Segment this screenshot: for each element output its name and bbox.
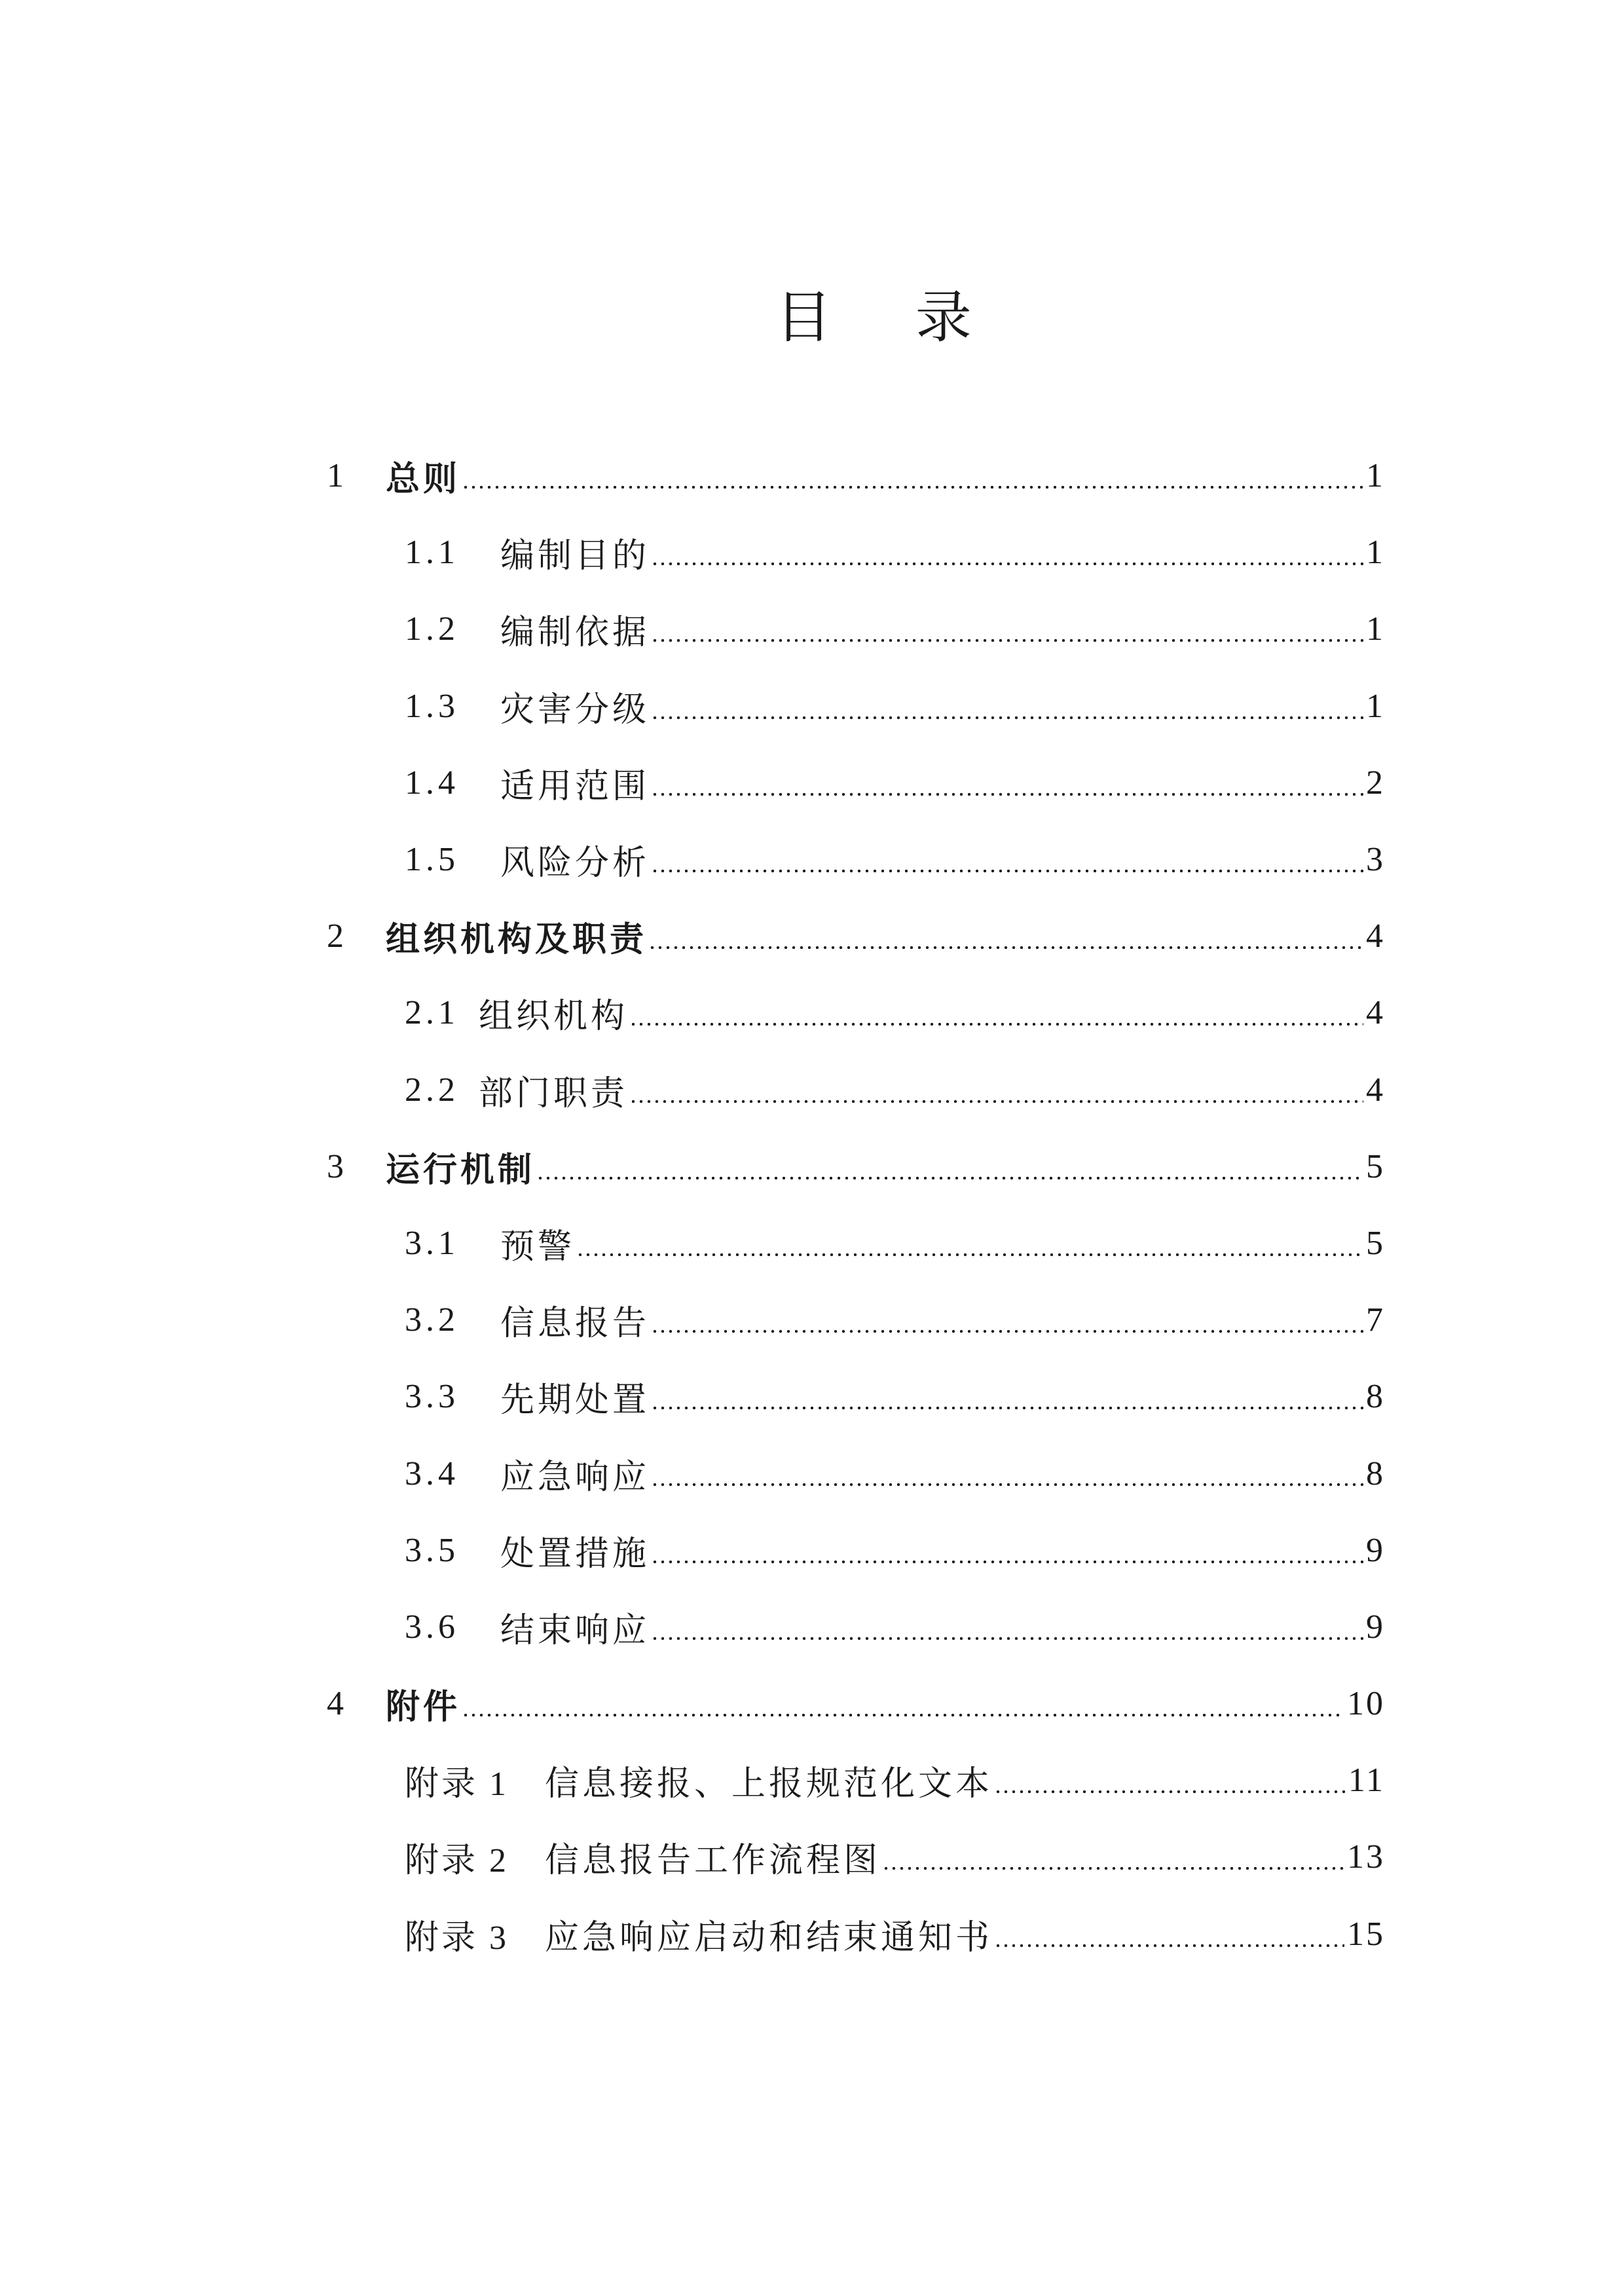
toc-entry-title: 应急响应启动和结束通知书: [545, 1919, 993, 1957]
toc-section: [405, 821, 1385, 898]
dot-leader: [651, 821, 1363, 898]
toc-chapter: [327, 1128, 1385, 1205]
toc-entry-page: 11: [1348, 1762, 1385, 1800]
toc-section: [405, 1589, 1385, 1665]
toc-entry-page: 4: [1366, 917, 1385, 955]
toc-entry-title: 灾害分级: [500, 691, 650, 729]
toc-entry-number: 3.1: [405, 1224, 459, 1262]
dot-leader: [648, 898, 1363, 974]
dot-leader: [629, 974, 1363, 1051]
toc-entry-number: 2: [327, 917, 348, 955]
dot-leader: [651, 1589, 1363, 1665]
dot-leader: [576, 1205, 1363, 1282]
toc-chapter: [327, 1665, 1385, 1742]
toc-section: [405, 591, 1385, 667]
toc-entry-title: 信息接报、上报规范化文本: [545, 1766, 993, 1804]
toc-entry-page: 7: [1366, 1301, 1385, 1339]
toc-entry-number: 1.5: [405, 841, 459, 879]
dot-leader: [651, 1435, 1363, 1511]
toc-entry-number: 1.2: [405, 610, 459, 648]
toc-entry-title: 部门职责: [479, 1075, 629, 1113]
toc-entry-number: 1.4: [405, 764, 459, 802]
toc-entry-number: 1: [327, 457, 348, 495]
toc-entry-page: 10: [1347, 1685, 1385, 1723]
toc-entry-title: 附件: [386, 1688, 461, 1728]
toc-entry-page: 9: [1366, 1608, 1385, 1646]
toc-entry-title: 运行机制: [386, 1150, 536, 1190]
toc-entry-page: 15: [1347, 1915, 1385, 1953]
toc-entry-page: 1: [1366, 534, 1385, 572]
toc-entry-number: 附录 1: [405, 1766, 509, 1804]
toc-entry-title: 结束响应: [500, 1612, 650, 1650]
toc-entry-number: 3.2: [405, 1301, 459, 1339]
dot-leader: [994, 1896, 1344, 1972]
toc-entry-title: 风险分析: [500, 845, 650, 883]
toc-section: [405, 1282, 1385, 1358]
toc-entry-page: 4: [1366, 1071, 1385, 1109]
toc-section: [405, 745, 1385, 821]
toc-entry-number: 1.3: [405, 687, 459, 725]
toc-section: [405, 514, 1385, 591]
toc-entry-title: 组织机构: [479, 998, 629, 1036]
toc-entry-number: 3.4: [405, 1454, 459, 1492]
dot-leader: [651, 514, 1363, 591]
toc-entry-title: 处置措施: [500, 1535, 650, 1573]
dot-leader: [882, 1819, 1344, 1895]
toc-section: [405, 974, 1385, 1051]
toc-entry-number: 3.5: [405, 1531, 459, 1569]
toc-entry-title: 预警: [500, 1228, 576, 1266]
toc-section: [405, 1205, 1385, 1282]
dot-leader: [651, 1358, 1363, 1435]
toc-entry-title: 信息报告: [500, 1305, 650, 1343]
toc-entry-page: 5: [1366, 1224, 1385, 1262]
toc-entry-number: 2.1: [405, 994, 459, 1032]
toc-entry-title: 适用范围: [500, 768, 650, 805]
toc-entry-page: 1: [1366, 687, 1385, 725]
toc-entry-page: 13: [1347, 1838, 1385, 1876]
dot-leader: [651, 1282, 1363, 1358]
toc-entry-page: 2: [1366, 764, 1385, 802]
toc-appendix: [405, 1896, 1385, 1972]
toc-entry-page: 4: [1366, 994, 1385, 1032]
dot-leader: [651, 745, 1363, 821]
toc-entry-page: 9: [1366, 1531, 1385, 1569]
dot-leader: [629, 1052, 1363, 1128]
toc-section: [405, 668, 1385, 745]
toc-entry-title: 编制依据: [500, 614, 650, 652]
toc-entry-page: 8: [1366, 1454, 1385, 1492]
toc-entry-number: 4: [327, 1685, 348, 1723]
toc-section: [405, 1052, 1385, 1128]
toc-section: [405, 1358, 1385, 1435]
toc-section: [405, 1435, 1385, 1511]
toc-entry-page: 5: [1366, 1147, 1385, 1185]
toc-entry-title: 应急响应: [500, 1458, 650, 1496]
toc-appendix: [405, 1742, 1385, 1819]
toc-appendix: [405, 1819, 1385, 1895]
toc-entry-number: 3.6: [405, 1608, 459, 1646]
toc-entry-number: 附录 3: [405, 1919, 509, 1957]
toc-entry-number: 2.2: [405, 1071, 459, 1109]
toc-entry-number: 3: [327, 1147, 348, 1185]
toc-entry-page: 1: [1366, 610, 1385, 648]
toc-entry-page: 1: [1366, 457, 1385, 495]
table-of-contents: [327, 437, 1385, 1972]
dot-leader: [536, 1128, 1363, 1205]
toc-entry-title: 组织机构及职责: [386, 920, 648, 960]
toc-entry-number: 3.3: [405, 1378, 459, 1416]
toc-entry-page: 8: [1366, 1378, 1385, 1416]
toc-chapter: [327, 437, 1385, 514]
toc-entry-page: 3: [1366, 841, 1385, 879]
dot-leader: [462, 1665, 1344, 1742]
toc-chapter: [327, 898, 1385, 974]
dot-leader: [651, 1512, 1363, 1589]
toc-entry-title: 编制目的: [500, 538, 650, 576]
toc-entry-title: 信息报告工作流程图: [545, 1842, 881, 1880]
toc-section: [405, 1512, 1385, 1589]
toc-entry-title: 先期处置: [500, 1382, 650, 1420]
toc-title: 目 录: [775, 286, 984, 349]
dot-leader: [462, 437, 1363, 514]
dot-leader: [651, 668, 1363, 745]
dot-leader: [651, 591, 1363, 667]
toc-entry-number: 附录 2: [405, 1842, 509, 1880]
toc-entry-title: 总则: [386, 460, 461, 500]
toc-entry-number: 1.1: [405, 534, 459, 572]
dot-leader: [994, 1742, 1346, 1819]
